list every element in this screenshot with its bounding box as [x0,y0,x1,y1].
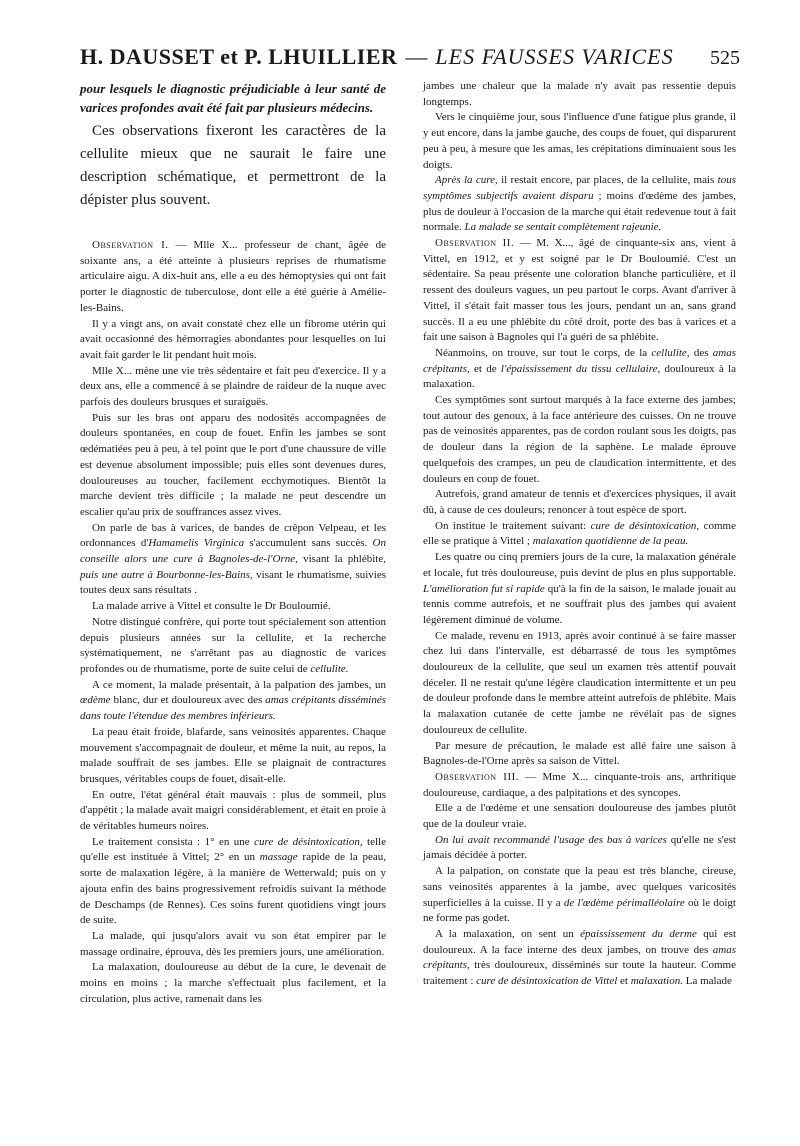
paragraph [80,835,386,929]
text-run: Les quatre ou cinq premiers jours de la cure, la malaxation générale et locale, fut très douloureuse, puis devint de plus en plus supportable. [423,551,736,579]
paragraph [423,864,736,927]
italic-run: massage [259,851,298,864]
paragraph: Ce malade, revenu en 1913, après avoir continué à se faire masser chez lui dans l'intervalle, est débarrassé de tous les symptômes douloureux de la cellulite, que seul un examen très attentif pouvait déceler. Il ne restait qu'une légère claudication intermittente et un peu de douleur profonde dans le membre atteint autrefois de phlébite. Mais la malaxation cutanée de cette jambe ne révélait pas de signes douloureux de cellulite. [423,629,736,736]
paragraph: La peau était froide, blafarde, sans veinosités apparentes. Chaque mouvement s'accompagnait de douleur, et même la nuit, au repos, la malade souffrait de ses jambes. Elle se plaignait de contractures brusques, véritables coups de fouet, disait-elle. [80,725,386,785]
italic-run: On lui avait recommandé l'usage des bas à varices [435,833,667,846]
text-run: , visant le rhumatisme, suivies toutes deux sans résultats . [80,568,386,597]
italic-run: cellulite [651,346,687,359]
text-run: , très douloureux, disséminés sur toute la hauteur. Comme traitement : [423,959,736,988]
paragraph [80,615,386,678]
italic-run: Hamamelis Virginica [148,537,245,550]
observation-2-text: — M. X..., âgé de cinquante-six ans, vient à Vittel, en 1912, et y est soigné par le Dr Bouloumié. C'est un sédentaire. Sa peau présente une coloration blanche particulière, et il ressent des douleurs vagues, un peu partout le corps. Avant d'arriver à Vittel, il s'était fait masser tous les jours, pendant un an, sans grand succès. Il a eu une phlébite du côté droit, porte des bas à varices et a fait une saison à Bagnoles qui l'a guéri de sa phlébite. [423,237,736,344]
text-run: , et de [467,362,501,375]
paragraph: La malade, qui jusqu'alors avait vu son état empirer par le massage ordinaire, éprouva, dès les premiers jours, une amélioration. [80,929,386,958]
italic-run: œdème [80,694,111,707]
text-run: qu'elle ne s'est jamais décidée à porter. [423,833,736,862]
paragraph [423,550,736,629]
intro-italic-paragraph: pour lesquels le diagnostic préjudiciable à leur santé de varices profondes avait été fait par plusieurs médecins. [80,81,386,115]
italic-run: cellulite. [310,662,349,675]
text-run: A la malaxation, on sent un [435,927,581,940]
italic-run: L'amélioration fut si rapide [423,582,545,595]
paragraph: Mlle X... mène une vie très sédentaire et fait peu d'exercice. Il y a deux ans, elle a commencé à se plaindre de raideur de la nuque avec parfois des douleurs brusques et suraiguës. [80,364,386,409]
text-run: A la palpation, on constate que la peau est très blanche, cireuse, sans veinosités apparentes à la jambe, avec quelques varicosités superficielles à la cuisse. Il y a [423,865,736,909]
text-run: qu'à la fin de la saison, le malade jouait au tennis comme autrefois, et ne souffrait plus des jambes qui avaient légèrement diminué de volume. [423,582,736,626]
intro-paragraph: Ces observations fixeront les caractères de la cellulite mieux que ne saurait le faire une description schématique, et permettront de la dépister plus souvent. [80,123,386,208]
paragraph [423,927,736,990]
text-run: , des [686,346,713,359]
paragraph: La malade arrive à Vittel et consulte le Dr Bouloumié. [92,600,331,613]
text-run: , telle qu'elle est instituée à Vittel; 2° en un [80,835,386,864]
paragraph: Par mesure de précaution, le malade est allé faire une saison à Bagnoles-de-l'Orne après sa saison de Vittel. [423,739,736,768]
paragraph [80,678,386,725]
italic-run: puis une autre à Bourbonne-les-Bains [80,568,250,581]
italic-run: malaxation. [630,975,683,988]
text-run: , comme elle se pratique à Vittel ; [423,519,736,548]
paragraph [423,519,736,550]
text-run: qui est douloureux. A la face interne des deux jambes, on trouve des [423,927,736,956]
paragraph: Autrefois, grand amateur de tennis et d'exercices physiques, il avait dû, à cause de ces douleurs; renoncer à tout espèce de sport. [423,488,736,516]
text-run: rapide de la peau, sorte de malaxation légère, à la manière de Wetterwald; puis on y ajouta enfin des bains progressivement refroidis suivant la méthode de Deschamps (de Rennes). Ces soins furent quotidiens vingt jours de suite. [80,851,386,927]
text-run: où le doigt ne forme pas godet. [423,896,736,925]
paragraph [423,346,736,393]
page-number: 525 [710,47,740,69]
text-run: On parle de bas à varices, de bandes de crêpon Velpeau, et les ordonnances d' [80,521,386,550]
text-run: , douloureux à la malaxation. [423,362,736,391]
text-run: Le traitement consista : 1° en une [92,835,255,848]
italic-run: La malade se sentait complètement rajeunie. [464,221,662,234]
italic-run: l'épaississement du tissu cellulaire [500,362,658,375]
paragraph: jambes une chaleur que la malade n'y avait pas ressentie depuis longtemps. [423,80,736,108]
paragraph: La malaxation, douloureuse au début de la cure, le devenait de moins en moins ; la marche s'effectuait plus facilement, et la circulation, plus active, ramenait dans les [80,961,386,1005]
text-run: A ce moment, la malade présentait, à la palpation des jambes, un [92,678,386,691]
paragraph: Vers le cinquième jour, sous l'influence d'une fatigue plus grande, il y eut encore, dans la jambe gauche, des coups de fouet, qui disparurent peu à peu, à mesure que les amas, les crépitations diminuaient sous les doigts. [423,111,736,171]
italic-run: cure de désintoxication [590,519,697,532]
observation-3-text: — Mme X... cinquante-trois ans, arthritique douloureuse, cardiaque, a des palpitations et des syncopes. [423,770,737,799]
text-run: blanc, dur et douloureux avec des [110,694,266,707]
running-header [80,44,740,78]
observation-2-paragraph [423,236,736,346]
italic-run: épaississement du derme [580,927,697,940]
observation-3-paragraph [423,770,736,801]
observation-2-label: Observation II. [435,237,515,250]
left-column [80,79,386,1007]
header-dash: — [405,44,428,69]
text-run: La malade [682,975,732,988]
paragraph [80,521,386,600]
italic-run: amas crépitants [423,346,736,375]
italic-run: cure de désintoxication [254,835,360,848]
observation-3-label: Observation III. [435,770,520,783]
paragraph: Puis sur les bras ont apparu des nodosités accompagnées de douleurs spontanées, en coup de fouet. Enfin les jambes se sont œdématiées peu à peu, à tel point que le port d'une chaussure de ville est devenue absolument impossible; puis elles sont devenues dures, douloureuses au toucher, facilement ecchymotiques. Bientôt la marche devient très difficile ; la malade ne peut descendre un escalier qu'au prix de souffrances assez vives. [80,411,386,518]
italic-run: amas crépitants disséminés dans toute l'étendue des membres inférieurs. [80,694,386,723]
right-column [423,79,736,990]
observation-1-text: — Mlle X... professeur de chant, âgée de soixante ans, a été atteinte à plusieurs reprises de rhumatisme articulaire aigu. A dix-huit ans, elle a eu des hémoptysies qui ont fait porter le diagnostic de tuberculose, dont elle a été guérie à Amélie-les-Bains. [80,239,386,314]
text-run: et [617,975,631,988]
text-run: Néanmoins, on trouve, sur tout le corps, de la [435,346,652,359]
italic-run: tous symptômes subjectifs avaient disparu [423,174,736,202]
italic-run: Après la cure [435,174,496,187]
paragraph: Ces symptômes sont surtout marqués à la face externe des jambes; tout autour des genoux, à la face antérieure des cuisses. On ne trouve pas de veinosités apparentes, pas de cordon roulant sous les doigts, pas de douleur dans la région de la saphène. Le malade éprouve quelquefois des crampes, un peu de claudication intermittente, et des douleurs en coup de fouet. [423,394,736,485]
text-run: , visant la phlébite, [295,553,386,566]
observation-1-paragraph [80,238,386,317]
italic-run: On conseille alors une cure à Bagnoles-de-l'Orne [80,537,386,566]
text-run: On institue le traitement suivant: [435,519,591,532]
italic-run: de l'œdème périmalléolaire [563,896,685,909]
header-title: LES FAUSSES VARICES [435,44,674,69]
italic-run: amas crépitants [423,943,736,972]
paragraph [423,173,736,236]
paragraph: Il y a vingt ans, on avait constaté chez elle un fibrome utérin qui avait occasionné des hémorragies abondantes pour lesquelles on lui avait fait garder le lit pendant huit mois. [80,317,386,361]
section-gap [80,212,386,238]
italic-run: malaxation quotidienne de la peau. [532,535,689,548]
text-run: s'accumulent sans succès. [244,537,373,550]
text-run: ; moins d'œdème des jambes, plus de douleur à l'occasion de la marche qui était redevenue tout à fait normale. [423,189,736,234]
paragraph [423,833,736,864]
text-run: Notre distingué confrère, qui porte tout spécialement son attention depuis plusieurs années sur la cellulite, et la recherche systématiquement, ne s'arrêtant pas au diagnostic de varices profondes ou de rhumatisme, porte de suite celui de [80,615,386,675]
paragraph: En outre, l'état général était mauvais : plus de sommeil, plus d'appétit ; la malade avait maigri considérablement, et était en proie à de véritables humeurs noires. [80,788,386,833]
paragraph: Elle a de l'œdème et une sensation douloureuse des jambes plutôt que de la douleur vraie. [423,802,736,831]
observation-1-label: Observation I. [92,239,169,251]
text-run: , il restait encore, par places, de la cellulite, mais [495,174,718,187]
italic-run: cure de désintoxication de Vittel [476,975,618,988]
header-authors: H. DAUSSET et P. LHUILLIER [80,44,398,69]
